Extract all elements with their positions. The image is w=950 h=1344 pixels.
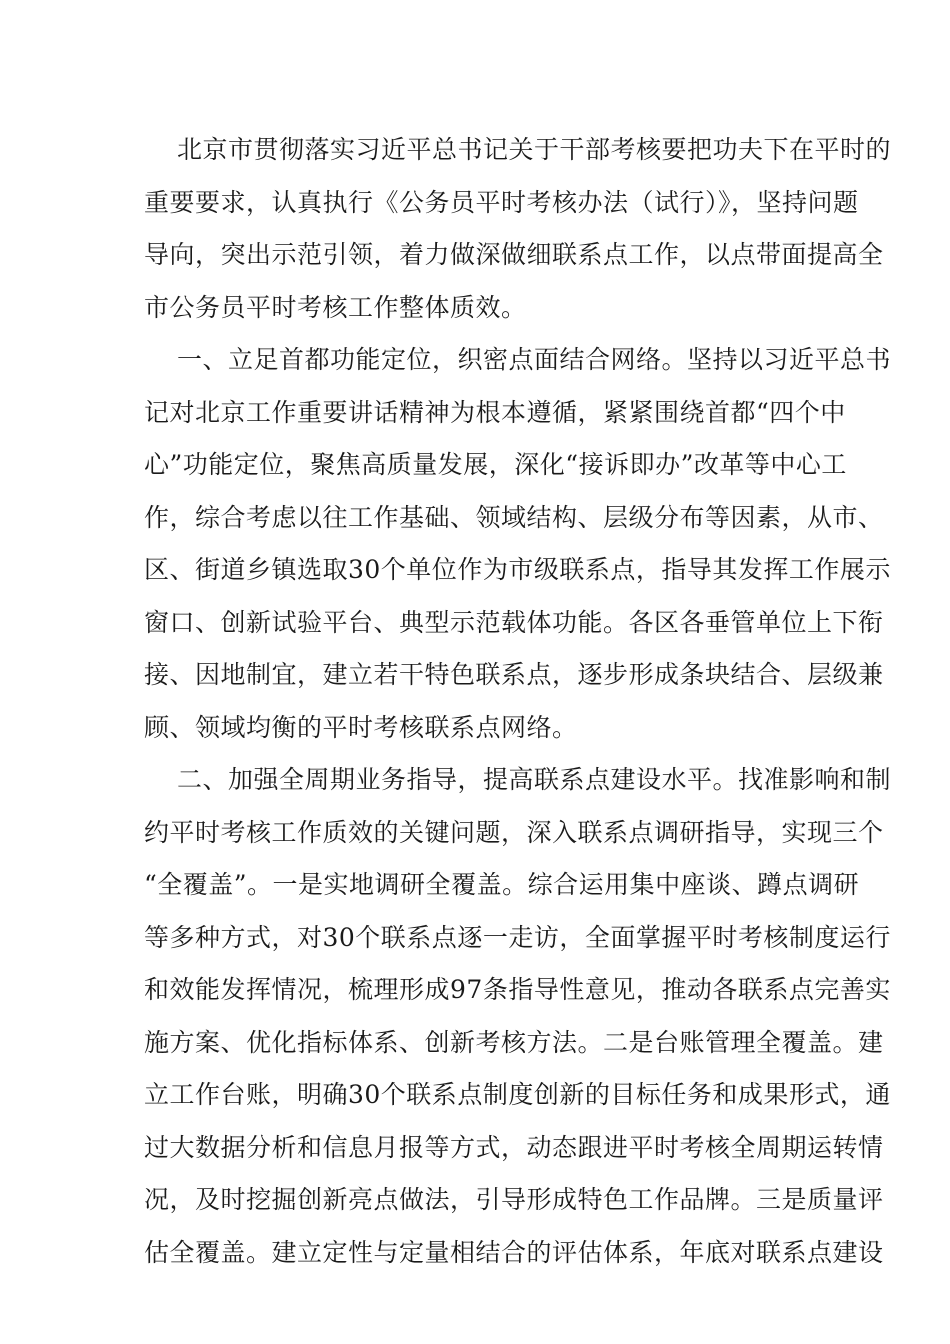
text-line: 作，综合考虑以往工作基础、领域结构、层级分布等因素，从市、 xyxy=(144,502,884,532)
paragraph-intro xyxy=(144,124,892,334)
text-line: 市公务员平时考核工作整体质效。 xyxy=(144,292,527,322)
text-line: 一、立足首都功能定位，织密点面结合网络。坚持以习近平总书 xyxy=(177,345,892,374)
text-line: 区、街道乡镇选取30个单位作为市级联系点，指导其发挥工作展示 xyxy=(144,555,891,584)
text-line: “全覆盖”。一是实地调研全覆盖。综合运用集中座谈、蹲点调研 xyxy=(144,870,860,899)
text-line: 估全覆盖。建立定性与定量相结合的评估体系，年底对联系点建设 xyxy=(144,1237,884,1267)
text-line: 约平时考核工作质效的关键问题，深入联系点调研指导，实现三个 xyxy=(144,817,884,847)
text-line: 导向，突出示范引领，着力做深做细联系点工作，以点带面提高全 xyxy=(144,240,884,269)
text-line: 窗口、创新试验平台、典型示范载体功能。各区各垂管单位上下衔 xyxy=(144,607,884,637)
document-body xyxy=(144,124,892,1279)
text-line: 心”功能定位，聚焦高质量发展，深化“接诉即办”改革等中心工 xyxy=(144,450,847,479)
text-line: 立工作台账，明确30个联系点制度创新的目标任务和成果形式，通 xyxy=(144,1080,891,1109)
text-line: 北京市贯彻落实习近平总书记关于干部考核要把功夫下在平时的 xyxy=(177,135,892,164)
text-line: 顾、领域均衡的平时考核联系点网络。 xyxy=(144,712,578,742)
paragraph-section-two xyxy=(144,754,892,1279)
text-line: 记对北京工作重要讲话精神为根本遵循，紧紧围绕首都“四个中 xyxy=(144,397,846,427)
text-line: 施方案、优化指标体系、创新考核方法。二是台账管理全覆盖。建 xyxy=(144,1027,884,1057)
text-line: 过大数据分析和信息月报等方式，动态跟进平时考核全周期运转情 xyxy=(144,1132,884,1162)
text-line: 二、加强全周期业务指导，提高联系点建设水平。找准影响和制 xyxy=(177,765,892,794)
paragraph-section-one xyxy=(144,334,892,754)
text-line: 接、因地制宜，建立若干特色联系点，逐步形成条块结合、层级兼 xyxy=(144,660,884,689)
text-line: 况，及时挖掘创新亮点做法，引导形成特色工作品牌。三是质量评 xyxy=(144,1185,884,1214)
text-line: 等多种方式，对30个联系点逐一走访，全面掌握平时考核制度运行 xyxy=(144,922,891,952)
text-line: 和效能发挥情况，梳理形成97条指导性意见，推动各联系点完善实 xyxy=(144,975,891,1004)
text-line: 重要要求，认真执行《公务员平时考核办法（试行）》，坚持问题 xyxy=(144,187,859,217)
